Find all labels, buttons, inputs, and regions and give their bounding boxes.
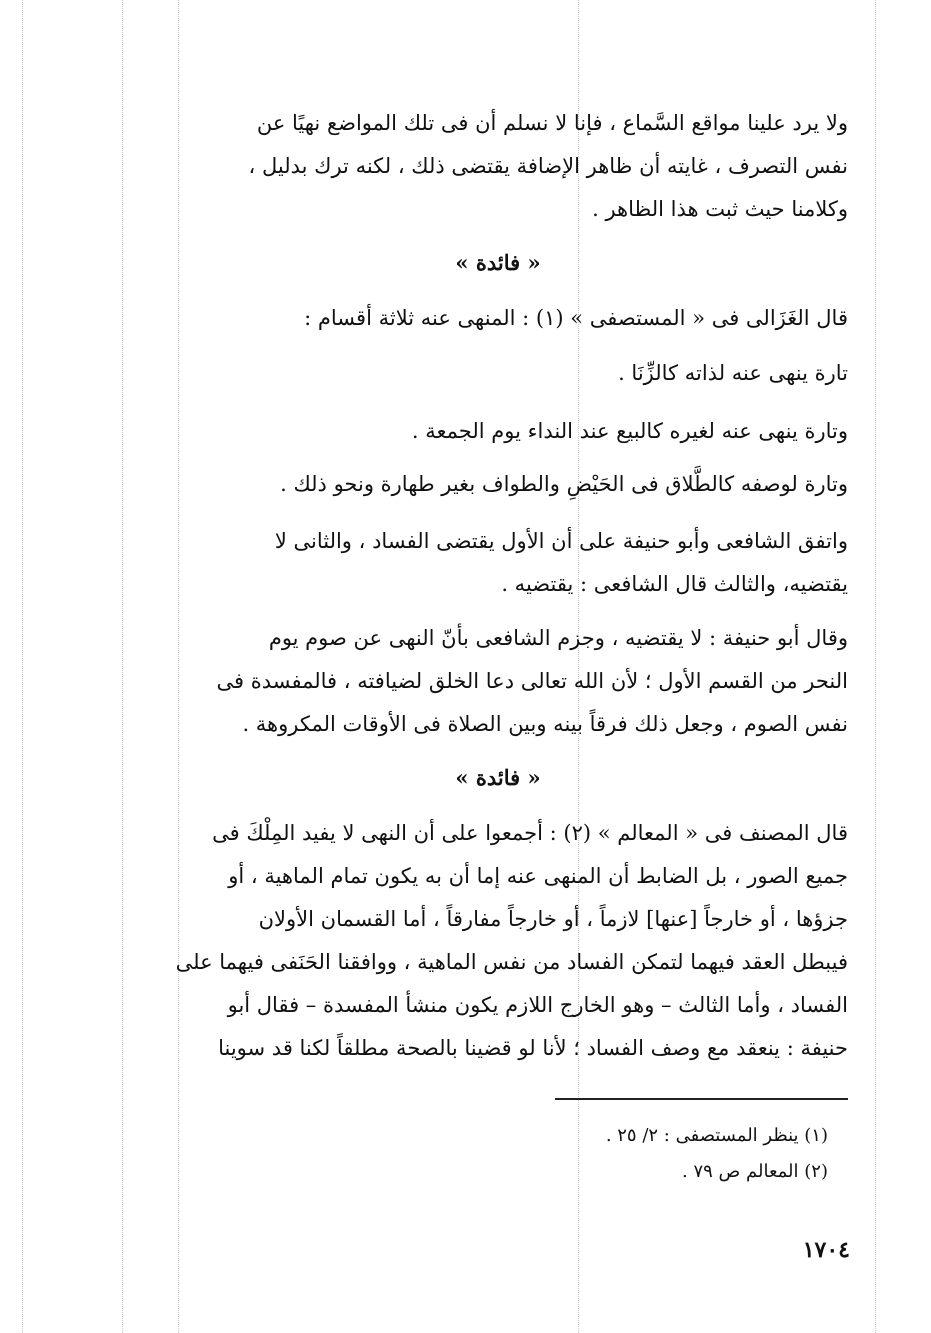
scan-guide-line [122,0,123,1333]
text-line: نفس التصرف ، غايته أن ظاهر الإضافة يقتضى ذلك ، لكنه ترك بدليل ، [248,154,848,178]
footnote-1: (١) ينظر المستصفى : ٢/ ٢٥ . [605,1125,828,1146]
scan-guide-line [875,0,876,1333]
paragraph-6 [148,520,848,606]
text-line: واتفق الشافعى وأبو حنيفة على أن الأول يقتضى الفساد ، والثانى لا [274,529,848,553]
section-heading-faida-2: « فائدة » [455,765,541,790]
text-line: قال الغَزَالى فى « المستصفى » (١) : المنهى عنه ثلاثة أقسام : [304,306,848,330]
text-line: نفس الصوم ، وجعل ذلك فرقاً بينه وبين الصلاة فى الأوقات المكروهة . [242,712,848,736]
paragraph-2 [148,297,848,340]
footnote-separator [555,1098,848,1100]
text-line: يقتضيه، والثالث قال الشافعى : يقتضيه . [501,572,848,596]
paragraph-7 [148,617,848,746]
paragraph-5 [148,463,848,506]
footnotes [148,1118,828,1190]
text-line: وقال أبو حنيفة : لا يقتضيه ، وجزم الشافعى بأنّ النهى عن صوم يوم [268,626,848,650]
text-line: جزؤها ، أو خارجاً [عنها] لازماً ، أو خارجاً مفارقاً ، أما القسمان الأولان [258,907,848,931]
text-line: وتارة ينهى عنه لغيره كالبيع عند النداء يوم الجمعة . [411,419,848,443]
paragraph-1 [148,102,848,231]
text-line: ولا يرد علينا مواقع السَّماع ، فإنا لا نسلم أن فى تلك المواضع نهيًا عن [256,111,848,135]
text-line: قال المصنف فى « المعالم » (٢) : أجمعوا على أن النهى لا يفيد المِلْكَ فى [212,821,848,845]
text-line: النحر من القسم الأول ؛ لأن الله تعالى دعا الخلق لضيافته ، فالمفسدة فى [216,669,848,693]
text-line: الفساد ، وأما الثالث – وهو الخارج اللازم يكون منشأ المفسدة – فقال أبو [227,993,848,1017]
text-line: تارة ينهى عنه لذاته كالزِّنَا . [618,361,848,385]
paragraph-3 [148,352,848,395]
text-line: فيبطل العقد فيهما لتمكن الفساد من نفس الماهية ، ووافقنا الحَنَفى فيهما على [175,950,848,974]
page-number: ١٧٠٤ [802,1237,850,1263]
paragraph-4 [148,410,848,453]
section-heading-faida-1: « فائدة » [455,250,541,275]
text-line: حنيفة : ينعقد مع وصف الفساد ؛ لأنا لو قضينا بالصحة مطلقاً لكنا قد سوينا [218,1036,848,1060]
scan-guide-line [22,0,23,1333]
paragraph-8 [148,812,848,1070]
text-line: جميع الصور ، بل الضابط أن المنهى عنه إما أن به يكون تمام الماهية ، أو [228,864,848,888]
text-line: وكلامنا حيث ثبت هذا الظاهر . [592,197,848,221]
footnote-2: (٢) المعالم ص ٧٩ . [682,1161,828,1182]
text-line: وتارة لوصفه كالطَّلاق فى الحَيْضِ والطواف بغير طهارة ونحو ذلك . [280,472,848,496]
